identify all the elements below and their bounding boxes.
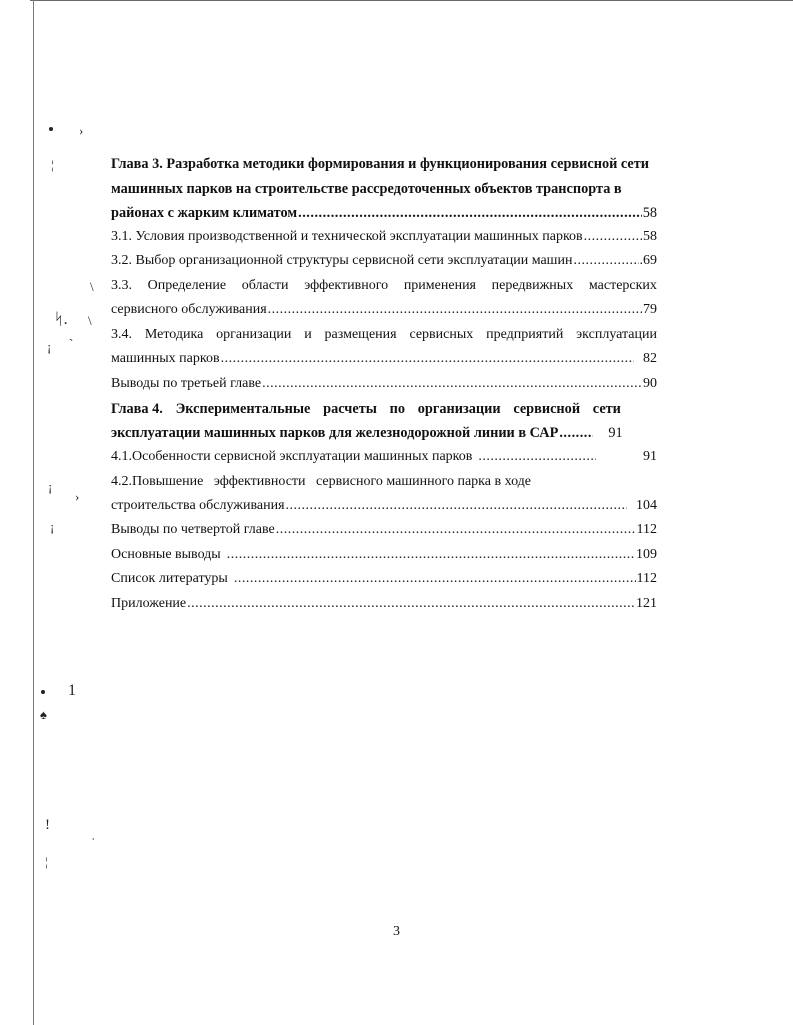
scan-speck: ¦ [45,854,48,869]
scan-speck [49,127,53,131]
scan-speck: ˋ [69,336,74,351]
scan-speck: ¡ [48,479,53,494]
dot-leader [584,225,642,249]
toc-page-appendix: 121 [636,596,657,611]
toc-ch3-line3 [111,201,657,225]
dot-leader [298,201,642,225]
dot-leader [276,518,636,542]
toc-word: 3.4. [111,327,132,342]
toc-page-3-4: 82 [643,351,657,366]
toc-page-3-2: .69 [639,253,657,268]
toc-title-3-1: 3.1. Условия производственной и технической эксплуатации машинных парков [111,229,583,244]
scan-top-edge [30,0,793,4]
toc-word: Методика [144,327,204,342]
scan-left-edge [33,0,34,1025]
toc-ch3-line1: Глава 3. Разработка методики формирования и функционирования сервисной сети [111,156,650,172]
dot-leader [262,372,642,396]
toc-word: Экспериментальные [175,401,311,417]
toc-page-3-1: 58 [643,229,657,244]
toc-page-ch3-conclusions: 90 [643,376,657,391]
toc-page-ch4: 91 [608,425,623,441]
toc-word: мастерских [588,278,657,293]
toc-entry-4-2-line1 [111,470,531,494]
dot-leader [227,543,635,567]
toc-entry-4-2-line2 [111,494,657,518]
toc-word: эксплуатации [576,327,657,342]
toc-word: сети [592,401,621,417]
toc-ch3-title-end: районах с жарким климатом [111,205,298,221]
scan-speck: ! [45,817,50,833]
toc-title-references: Список литературы [111,571,228,586]
scan-speck: ˌ [91,825,96,840]
toc-word: сервисных [409,327,474,342]
toc-entry-3-2 [111,249,657,273]
dot-leader [559,421,593,445]
toc-word: и [304,327,312,342]
toc-page-4-2: 104 [636,498,657,513]
toc-page-4-1: 91 [643,449,657,464]
toc-word: области [241,278,289,293]
toc-word: 4.2.Повышение [111,474,204,489]
toc-title-ch4-conclusions: Выводы по четвертой главе [111,522,275,537]
toc-word: 3.3. [111,278,132,293]
toc-word: размещения [324,327,397,342]
toc-entry-3-4-line2 [111,347,657,371]
dot-leader [268,298,642,322]
scan-speck: ¡ [50,519,55,534]
toc-word: организации [216,327,292,342]
scan-speck: \ [90,279,94,294]
scan-speck: › [75,489,80,504]
toc-entry-ch4-conclusions [111,518,657,542]
scan-speck: ᛋ. [54,311,68,328]
dot-leader [221,347,634,371]
scan-speck: 1 [68,682,76,699]
toc-ch4-line2 [111,421,657,445]
toc-word: по [389,401,406,417]
toc-title-ch3-conclusions: Выводы по третьей главе [111,376,262,391]
toc-entry-3-4-line1 [111,323,657,347]
toc-ch3-line2: машинных парков на строительстве рассредоточенных объектов транспорта в [111,181,622,197]
toc-page-references: 112 [636,571,657,586]
toc-ch4-title-end: эксплуатации машинных парков для железнодорожной линии в САР [111,425,559,441]
toc-word: сервисного машинного парка в ходе [316,474,531,489]
scan-speck: ¦ [51,157,54,172]
toc-ch4-line1 [111,397,621,421]
toc-page-ch4-conclusions: 112 [636,522,657,537]
toc-title-main-conclusions: Основные выводы [111,547,221,562]
toc-entry-3-1 [111,225,657,249]
toc-title-3-2: 3.2. Выбор организационной структуры сервисной сети эксплуатации машин [111,253,573,268]
toc-title-4-2: строительства обслуживания [111,498,285,513]
toc-word: Глава 4. [111,401,163,417]
toc-entry-main-conclusions [111,543,657,567]
dot-leader [573,249,638,273]
toc-word: Определение [147,278,227,293]
toc-title-3-3: сервисного обслуживания [111,302,267,317]
toc-page-3-3: 79 [643,302,657,317]
scan-speck [41,690,45,694]
toc-title-appendix: Приложение [111,596,187,611]
toc-entry-3-3-line2 [111,298,657,322]
toc-word: передвижных [491,278,574,293]
scan-speck: ♠ [40,707,47,722]
toc-word: применения [403,278,476,293]
toc-word: предприятий [486,327,564,342]
toc-word: сервисной [513,401,581,417]
toc-word: расчеты [323,401,377,417]
toc-word: организации [417,401,501,417]
scan-speck: \ [88,313,92,328]
dot-leader [478,445,596,469]
toc-entry-references [111,567,657,591]
dot-leader [234,567,636,591]
scan-speck: ¡ [47,339,52,354]
toc-entry-appendix [111,592,657,616]
dot-leader [187,592,635,616]
toc-entry-4-1 [111,445,657,469]
toc-title-4-1: 4.1.Особенности сервисной эксплуатации машинных парков [111,449,473,464]
toc-entry-3-3-line1 [111,274,657,298]
toc-entry-ch3-conclusions [111,372,657,396]
toc-title-3-4: машинных парков [111,351,220,366]
toc-page-ch3: 58 [642,205,657,221]
page-number: 3 [393,924,400,939]
dot-leader [286,494,627,518]
toc-word: эффективного [304,278,389,293]
scan-speck: › [79,123,84,138]
toc-page-main-conclusions: 109 [636,547,657,562]
toc-word: эффективности [213,474,306,489]
